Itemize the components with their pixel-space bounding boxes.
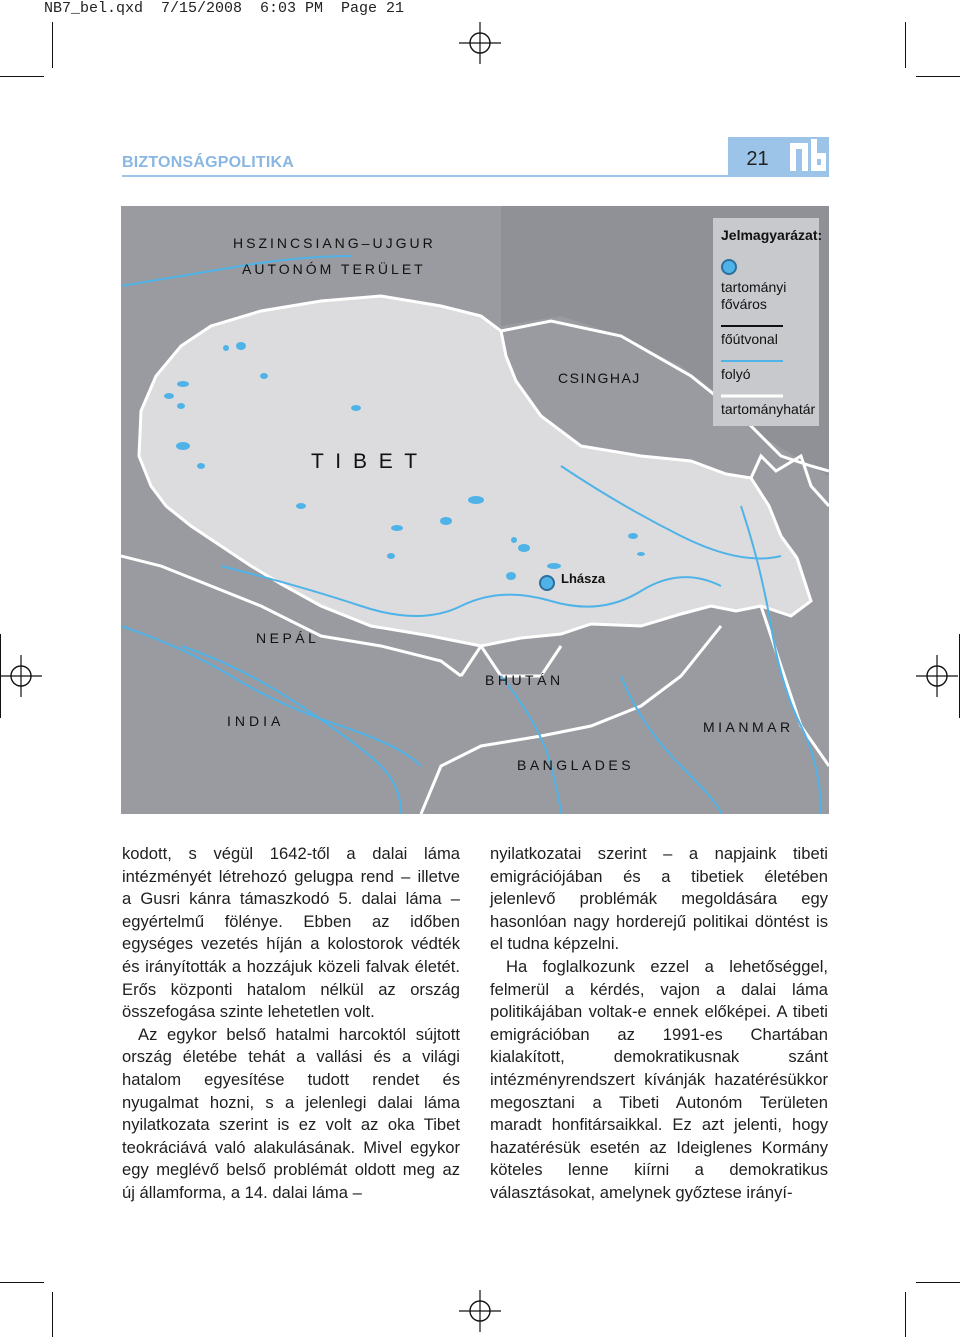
crop-mark-bottom-right-h — [916, 1282, 960, 1283]
page-number: 21 — [746, 148, 769, 170]
paragraph: kodott, s végül 1642-től a dalai láma intézményét létrehozó gelugpa rend – illetve a Gusri kánra támaszkodó 5. dalai láma – egyértelmű fölénye. Ebben az időben egységes vezetés híján a kolostorok védték és irányították a hozzájuk közeli falvak életét. Erős központi hatalom nélkül az ország összefogása szinte lehetetlen volt. — [122, 844, 460, 1022]
crop-mark-top-right-v — [905, 22, 906, 68]
crop-mark-top-left-h — [0, 76, 44, 77]
legend-highway: főútvonal — [721, 331, 778, 347]
crop-mark-bottom-left-h — [0, 1282, 44, 1283]
region-label-banglades: BANGLADES — [517, 757, 635, 773]
crop-mark-bottom-left-v — [52, 1292, 53, 1337]
legend-capital-line1: tartományi — [721, 279, 787, 295]
paragraph: Az egykor belső hatalmi harcoktól sújtott ország életébe tehát a vallási és a világi hatalom egyesítése tudott rendet és nyugalmat hozni, s a jelenlegi dalai láma nyilatkozata szerint is ez volt az oka Tibet teokráciává való alakulásának. Mivel egykor egy meglévő belső problémát oldott meg az új államforma, a 14. dalai láma – — [122, 1024, 460, 1202]
legend-river: folyó — [721, 366, 751, 382]
region-label-mianmar: MIANMAR — [703, 719, 794, 735]
text-column-right — [490, 843, 828, 1205]
paragraph: Ha foglalkozunk ezzel a lehetőséggel, felmerül a kérdés, vajon a dalai láma politikájában voltak-e ennek előképei. A tibeti emigrációban az 1991-es Chartában kialakított, demokratikusnak szánt intézményrendszert kívánják hazatérésükkor megosztani a Tibeti Autonóm Területen maradt honfitársaikkal. Ez azt jelenti, hogy hazatérésük esetén az Ideiglenes Kormány köteles lenne kiírni a demokratikus választásokat, amelynek győztese irányí- — [490, 956, 828, 1202]
lhasa-city-icon — [540, 576, 554, 590]
paragraph: nyilatkozatai szerint – a napjaink tibeti emigrációjában és a tibetiek életében jelenlevő problémák megoldására egy hasonlóan nagy horderejű politikai döntést is el tudna képzelni. — [490, 844, 828, 954]
crop-mark-top-right-h — [916, 76, 960, 77]
header-rule — [122, 175, 728, 177]
crop-mark-bottom-right-v — [905, 1292, 906, 1337]
region-label-hszincsiang-2: AUTONÓM TERÜLET — [242, 261, 426, 277]
city-label-lhasza: Lhásza — [561, 571, 606, 586]
region-label-tibet: T I B E T — [311, 450, 421, 473]
registration-mark-bottom-icon — [459, 1290, 501, 1332]
region-label-india: INDIA — [227, 713, 285, 729]
registration-mark-top-icon — [459, 22, 501, 64]
region-label-hszincsiang-1: HSZINCSIANG–UJGUR — [233, 235, 436, 251]
region-label-nepal: NEPÁL — [256, 630, 320, 646]
registration-mark-right-icon — [916, 655, 958, 697]
text-column-left — [122, 843, 460, 1205]
legend-border: tartományhatár — [721, 401, 816, 417]
legend-capital-icon — [722, 260, 736, 274]
publication-logo-icon — [787, 137, 829, 177]
crop-mark-top-left-v — [52, 22, 53, 68]
print-slug: NB7_bel.qxd 7/15/2008 6:03 PM Page 21 — [44, 0, 405, 17]
map-legend — [713, 218, 822, 426]
registration-mark-left-icon — [0, 655, 42, 697]
legend-capital-line2: főváros — [721, 296, 767, 312]
region-label-csinghaj: CSINGHAJ — [558, 370, 641, 386]
section-title: BIZTONSÁGPOLITIKA — [122, 154, 294, 171]
legend-title: Jelmagyarázat: — [721, 227, 823, 243]
region-label-bhutan: BHUTÁN — [485, 672, 564, 688]
tibet-map — [121, 206, 829, 814]
